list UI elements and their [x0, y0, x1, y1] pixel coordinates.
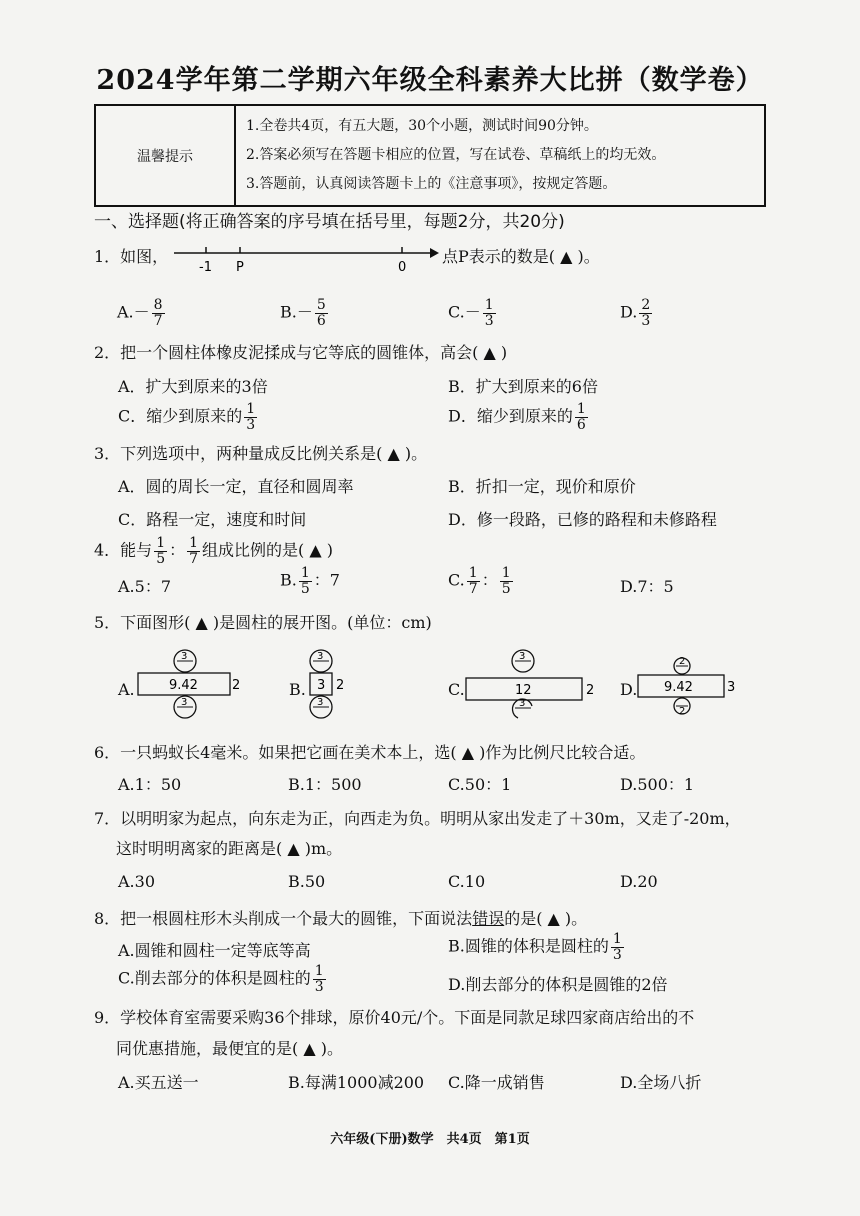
label-p: P: [236, 260, 244, 275]
svg-text:2: 2: [232, 678, 241, 693]
q9-option-a: A.买五送一: [118, 1073, 199, 1092]
q7-option-d: D.20: [620, 872, 658, 891]
svg-text:3: 3: [181, 651, 188, 662]
q7-option-a: A.30: [118, 872, 155, 891]
q2-option-d: D．缩少到原来的 $\frac{1}{6}$: [448, 401, 586, 433]
q2-stem: 2．把一个圆柱体橡皮泥揉成与它等底的圆锥体，高会( ▲ ): [94, 343, 508, 362]
svg-text:2: 2: [336, 678, 345, 693]
q1-prefix: 1．如图，: [94, 247, 169, 266]
q7-stem-line1: 7．以明明家为起点，向东走为正，向西走为负。明明从家出发走了＋30m，又走了-20m，: [94, 809, 741, 828]
svg-text:9.42: 9.42: [664, 680, 693, 695]
page-footer: 六年级(下册)数学 共4页 第1页: [330, 1132, 530, 1147]
label-zero: 0: [398, 260, 407, 275]
notice-line: 2.答案必须写在答题卡相应的位置，写在试卷、草稿纸上的均无效。: [246, 147, 666, 163]
q8-option-b: B.圆锥的体积是圆柱的 $\frac{1}{3}$: [448, 931, 622, 963]
q8-option-c: C.削去部分的体积是圆柱的 $\frac{1}{3}$: [118, 963, 324, 995]
q2-option-c: C．缩少到原来的 $\frac{1}{3}$: [118, 401, 256, 433]
q4-option-c: C. $\frac{1}{7}$ ： $\frac{1}{5}$: [448, 565, 511, 597]
notice-line: 1.全卷共4页，有五大题，30个小题，测试时间90分钟。: [246, 118, 598, 134]
q9-stem-line1: 9．学校体育室需要采购36个排球，原价40元/个。下面是同款足球四家商店给出的不: [94, 1008, 695, 1027]
page-title: 2024学年第二学期六年级全科素养大比拼（数学卷）: [96, 65, 764, 96]
q8-stem: 8．把一根圆柱形木头削成一个最大的圆锥，下面说法错误的是( ▲ )。: [94, 909, 588, 928]
q7-option-c: C.10: [448, 872, 486, 891]
svg-text:2: 2: [679, 706, 686, 717]
q6-option-b: B.1：500: [288, 775, 362, 794]
q4-option-d: D.7：5: [620, 577, 674, 596]
q1-option-b: B.－ $\frac{5}{6}$: [280, 297, 326, 329]
q5-option-c-label: C.: [448, 680, 465, 699]
q1-suffix: 点P表示的数是( ▲ )。: [442, 247, 600, 266]
q4-option-a: A.5：7: [118, 577, 172, 596]
q3-option-b: B．折扣一定，现价和原价: [448, 477, 636, 496]
q9-option-d: D.全场八折: [620, 1073, 702, 1092]
q1-option-d: D. $\frac{2}{3}$: [620, 297, 651, 329]
q6-option-a: A.1：50: [118, 775, 182, 794]
notice-box: [94, 104, 766, 207]
q4-stem: 4．能与 $\frac{1}{5}$ ： $\frac{1}{7}$ 组成比例的是( ▲ ): [94, 535, 334, 567]
q1-option-a: A.－ $\frac{8}{7}$: [117, 297, 163, 329]
q9-option-c: C.降一成销售: [448, 1073, 545, 1092]
q6-option-c: C.50：1: [448, 775, 512, 794]
q5-figure-d: [634, 648, 744, 726]
q5-option-a-label: A.: [118, 680, 135, 699]
svg-text:3: 3: [317, 651, 324, 662]
q5-figure-c: [462, 646, 602, 724]
svg-text:9.42: 9.42: [169, 678, 198, 693]
q2-option-a: A．扩大到原来的3倍: [118, 377, 268, 396]
q8-emphasis: 错误: [472, 909, 505, 928]
label-minus-one: -1: [199, 260, 212, 275]
notice-lines: [235, 105, 765, 206]
notice-line: 3.答题前，认真阅读答题卡上的《注意事项》，按规定答题。: [246, 176, 617, 192]
number-line: [172, 238, 440, 276]
q8-option-d: D.削去部分的体积是圆锥的2倍: [448, 975, 668, 994]
q5-stem: 5．下面图形( ▲ )是圆柱的展开图。(单位：cm): [94, 613, 432, 632]
q3-option-d: D．修一段路，已修的路程和未修路程: [448, 510, 717, 529]
svg-text:3: 3: [727, 680, 736, 695]
q5-figure-a: [134, 646, 244, 724]
q6-option-d: D.500：1: [620, 775, 695, 794]
number-line-arrow: [430, 248, 439, 258]
q1-option-c: C.－ $\frac{1}{3}$: [448, 297, 494, 329]
svg-text:3: 3: [519, 698, 526, 709]
q9-stem-line2: 同优惠措施，最便宜的是( ▲ )。: [116, 1039, 343, 1058]
q5-option-b-label: B.: [289, 680, 306, 699]
q5-option-d-label: D.: [620, 680, 638, 699]
q3-option-c: C．路程一定，速度和时间: [118, 510, 307, 529]
section-heading: 一、选择题(将正确答案的序号填在括号里，每题2分，共20分): [94, 212, 565, 232]
q7-option-b: B.50: [288, 872, 326, 891]
svg-text:3: 3: [519, 651, 526, 662]
q6-stem: 6．一只蚂蚁长4毫米。如果把它画在美术本上，选( ▲ )作为比例尺比较合适。: [94, 743, 646, 762]
svg-text:3: 3: [317, 697, 324, 708]
notice-label: 温馨提示: [95, 105, 235, 206]
q2-option-b: B．扩大到原来的6倍: [448, 377, 598, 396]
q4-option-b: B. $\frac{1}{5}$ ：7: [280, 565, 340, 597]
q9-option-b: B.每满1000减200: [288, 1073, 425, 1092]
q7-stem-line2: 这时明明离家的距离是( ▲ )m。: [116, 839, 343, 858]
svg-text:3: 3: [181, 697, 188, 708]
svg-text:3: 3: [317, 678, 326, 693]
svg-text:2: 2: [679, 656, 686, 667]
q3-option-a: A．圆的周长一定，直径和圆周率: [118, 477, 354, 496]
svg-text:12: 12: [515, 683, 532, 698]
q5-figure-b: [304, 646, 354, 724]
q3-stem: 3．下列选项中，两种量成反比例关系是( ▲ )。: [94, 444, 428, 463]
q8-option-a: A.圆锥和圆柱一定等底等高: [118, 941, 311, 960]
svg-text:2: 2: [586, 683, 595, 698]
